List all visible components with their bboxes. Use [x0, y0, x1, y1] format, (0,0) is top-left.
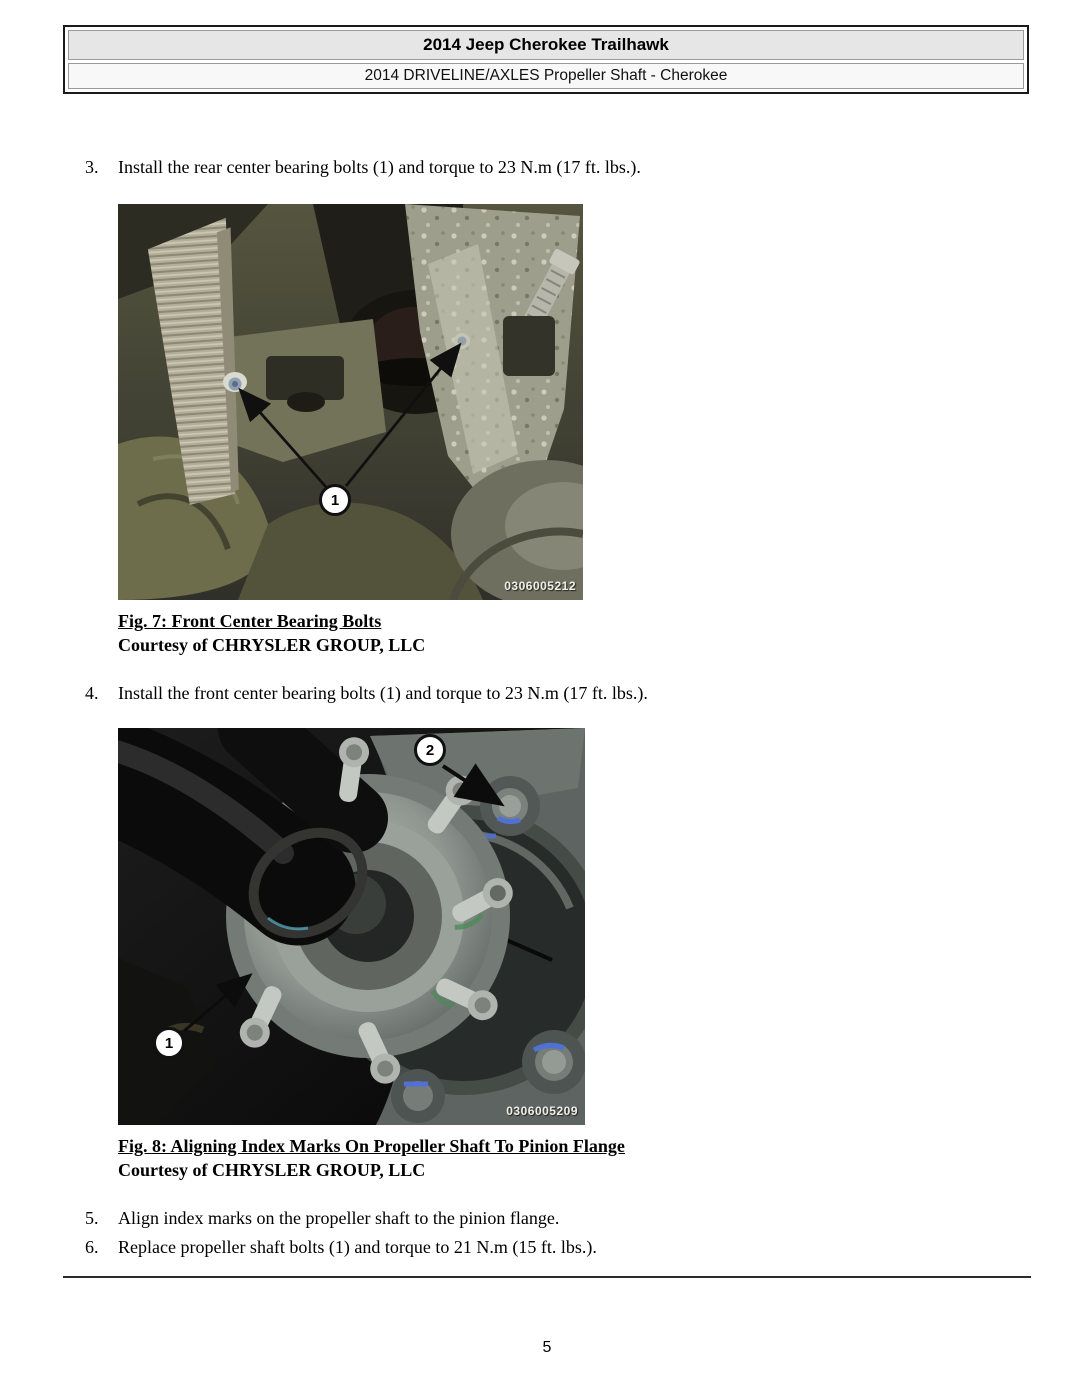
step-4-text: Install the front center bearing bolts (1) and torque to 23 N.m (17 ft. lbs.). [118, 683, 648, 703]
figure-7-photo [118, 204, 583, 600]
figure-7-caption-title: Fig. 7: Front Center Bearing Bolts [118, 611, 382, 631]
step-6-number: 6. [85, 1237, 99, 1257]
figure-8-caption [118, 1134, 625, 1182]
step-5 [85, 1206, 1015, 1230]
step-3 [85, 155, 1015, 179]
figure-8-caption-courtesy: Courtesy of CHRYSLER GROUP, LLC [118, 1160, 426, 1180]
step-3-text: Install the rear center bearing bolts (1) and torque to 23 N.m (17 ft. lbs.). [118, 157, 641, 177]
step-4-number: 4. [85, 683, 99, 703]
callout-2-badge: 2 [414, 734, 446, 766]
step-5-text: Align index marks on the propeller shaft to the pinion flange. [118, 1208, 560, 1228]
step-6-text: Replace propeller shaft bolts (1) and torque to 21 N.m (15 ft. lbs.). [118, 1237, 597, 1257]
callout-1-badge: 1 [153, 1027, 185, 1059]
page-number: 5 [542, 1339, 552, 1356]
figure-7-caption [118, 609, 425, 657]
step-3-number: 3. [85, 157, 99, 177]
document-title [68, 30, 1024, 60]
figure-7-illustration [118, 204, 583, 600]
figure-8-photo [118, 728, 585, 1125]
document-subtitle [68, 63, 1024, 89]
callout-1-badge: 1 [319, 484, 351, 516]
figure-7-caption-courtesy: Courtesy of CHRYSLER GROUP, LLC [118, 635, 426, 655]
step-5-number: 5. [85, 1208, 99, 1228]
photo-id-watermark: 0306005209 [506, 1104, 578, 1118]
header-table [63, 25, 1029, 94]
document-title-text: 2014 Jeep Cherokee Trailhawk [423, 35, 669, 54]
figure-8-illustration [118, 728, 585, 1125]
document-subtitle-text: 2014 DRIVELINE/AXLES Propeller Shaft - Cherokee [364, 67, 728, 84]
step-6 [85, 1235, 1015, 1259]
figure-8-caption-title: Fig. 8: Aligning Index Marks On Propeller Shaft To Pinion Flange [118, 1136, 625, 1156]
footer-divider [63, 1276, 1031, 1278]
photo-id-watermark: 0306005212 [504, 579, 576, 593]
step-4 [85, 681, 1015, 705]
